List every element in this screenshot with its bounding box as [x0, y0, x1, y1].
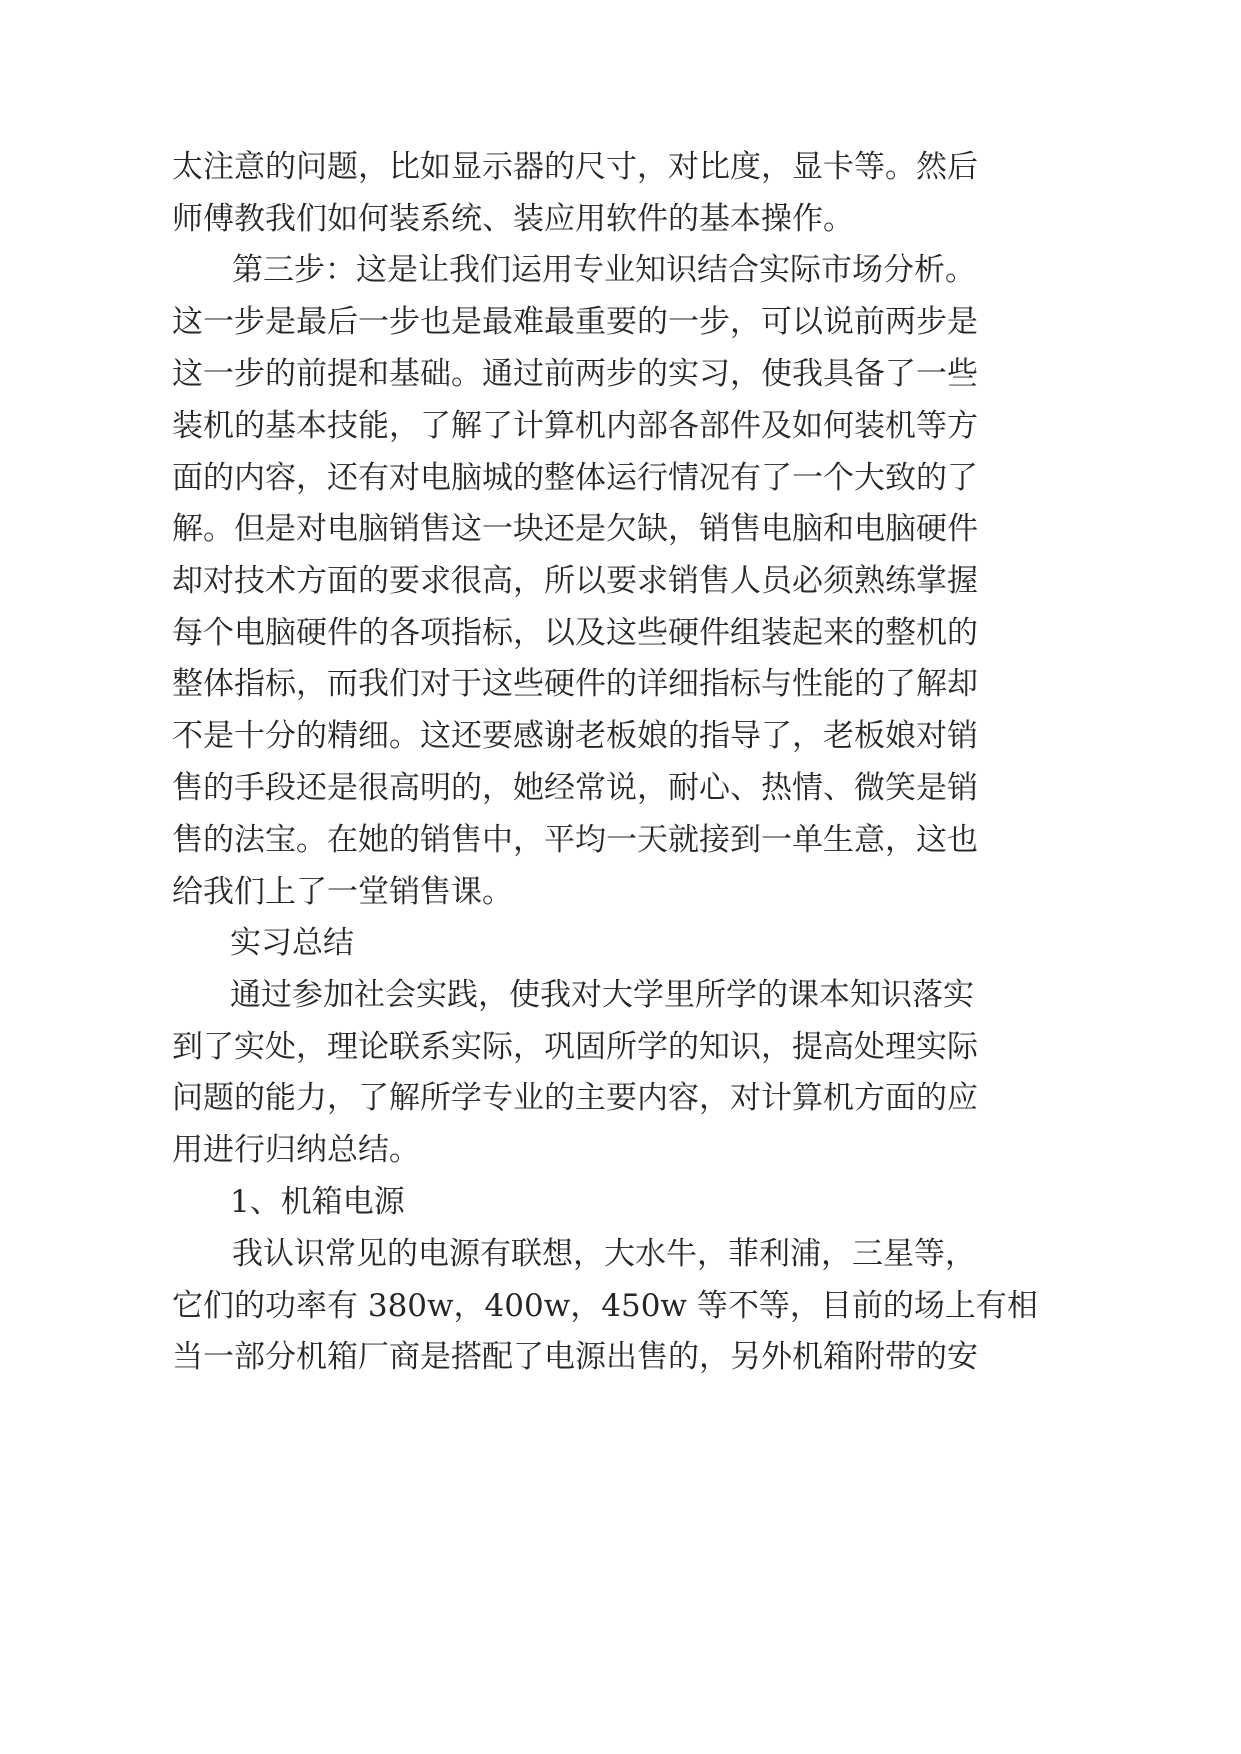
- text-line-4: 这一步是最后一步也是最难最重要的一步，可以说前两步是: [172, 304, 978, 340]
- text-line-18: 到了实处，理论联系实际，巩固所学的知识，提高处理实际: [172, 1029, 978, 1065]
- text-line-14: 售的法宝。在她的销售中，平均一天就接到一单生意，这也: [172, 822, 978, 858]
- text-line-10: 每个电脑硬件的各项指标，以及这些硬件组装起来的整机的: [172, 615, 978, 651]
- text-line-20: 用进行归纳总结。: [172, 1132, 420, 1168]
- text-line-15: 给我们上了一堂销售课。: [172, 874, 513, 910]
- text-line-8: 解。但是对电脑销售这一块还是欠缺，销售电脑和电脑硬件: [172, 511, 978, 547]
- text-line-24: 当一部分机箱厂商是搭配了电源出售的，另外机箱附带的安: [172, 1339, 978, 1375]
- section-heading-summary: 实习总结: [230, 925, 354, 961]
- text-line-22: 我认识常见的电源有联想，大水牛，菲利浦，三星等，: [232, 1236, 976, 1272]
- text-line-13: 售的手段还是很高明的，她经常说，耐心、热情、微笑是销: [172, 770, 978, 806]
- text-line-2: 师傅教我们如何装系统、装应用软件的基本操作。: [172, 201, 854, 237]
- text-line-1: 太注意的问题，比如显示器的尺寸，对比度，显卡等。然后: [172, 149, 978, 185]
- text-line-3: 第三步：这是让我们运用专业知识结合实际市场分析。: [232, 252, 976, 288]
- section-heading-1: 1、机箱电源: [230, 1184, 405, 1220]
- text-line-5: 这一步的前提和基础。通过前两步的实习，使我具备了一些: [172, 356, 978, 392]
- text-line-12: 不是十分的精细。这还要感谢老板娘的指导了，老板娘对销: [172, 718, 978, 754]
- text-line-23: 它们的功率有 380w，400w，450w 等不等，目前的场上有相: [172, 1288, 1038, 1324]
- text-line-9: 却对技术方面的要求很高，所以要求销售人员必须熟练掌握: [172, 563, 978, 599]
- text-line-11: 整体指标，而我们对于这些硬件的详细指标与性能的了解却: [172, 666, 978, 702]
- text-line-17: 通过参加社会实践，使我对大学里所学的课本知识落实: [230, 977, 974, 1013]
- text-line-7: 面的内容，还有对电脑城的整体运行情况有了一个大致的了: [172, 460, 978, 496]
- text-line-19: 问题的能力，了解所学专业的主要内容，对计算机方面的应: [172, 1080, 978, 1116]
- text-line-6: 装机的基本技能，了解了计算机内部各部件及如何装机等方: [172, 408, 978, 444]
